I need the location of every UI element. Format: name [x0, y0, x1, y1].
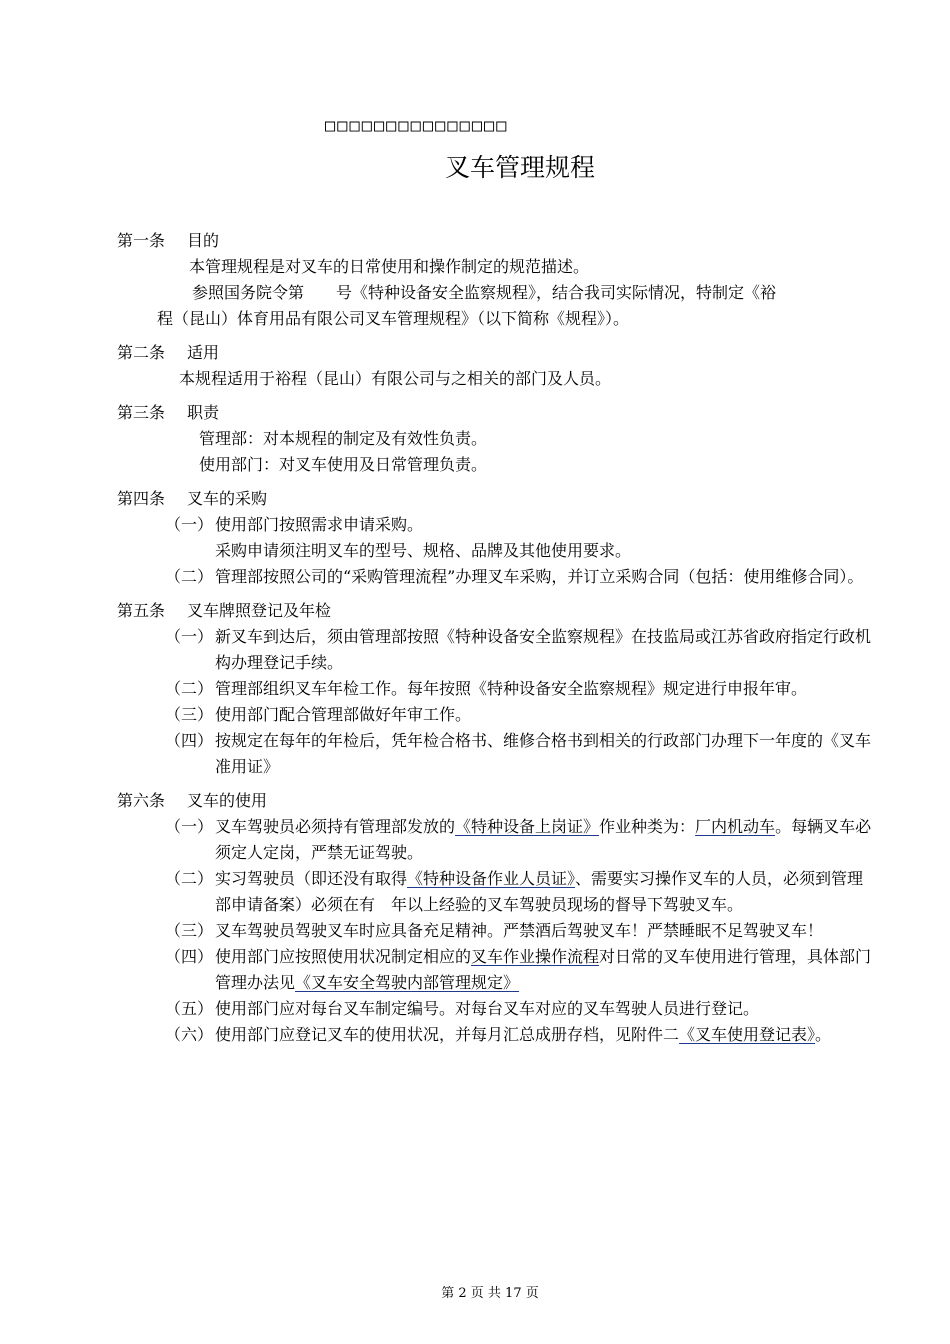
item-label: （二） — [165, 869, 214, 888]
article-1 — [117, 228, 877, 332]
text-run: 。 — [815, 1025, 832, 1044]
paragraph: 程（昆山）体育用品有限公司叉车管理规程》（以下简称《规程》）。 — [157, 309, 630, 328]
link-vehicle-type[interactable]: 厂内机动车 — [695, 817, 776, 836]
item-label: （五） — [165, 999, 214, 1018]
article-heading — [117, 228, 877, 254]
paragraph: 本管理规程是对叉车的日常使用和操作制定的规范描述。 — [189, 257, 590, 276]
item-text: 新叉车到达后，须由管理部按照《特种设备安全监察规程》在技监局或江苏省政府指定行政机构办理登记手续。 — [215, 627, 872, 672]
list-item — [117, 728, 877, 780]
article-5 — [117, 598, 877, 780]
list-item — [117, 512, 877, 538]
item-label: （三） — [165, 921, 214, 940]
item-text — [215, 866, 877, 918]
list-item — [117, 814, 877, 866]
item-text — [215, 814, 877, 866]
document-title: 叉车管理规程 — [444, 153, 595, 182]
article-title: 叉车的采购 — [187, 489, 268, 508]
list-item — [117, 918, 877, 944]
article-title: 叉车的使用 — [187, 791, 268, 810]
item-text — [215, 944, 877, 996]
item-text: 按规定在每年的年检后，凭年检合格书、维修合格书到相关的行政部门办理下一年度的《叉车准用证》 — [215, 731, 872, 776]
link-usage-register[interactable]: 《叉车使用登记表》 — [679, 1025, 816, 1044]
item-text: 管理部按照公司的“采购管理流程”办理叉车采购，并订立采购合同（包括：使用维修合同）。 — [215, 567, 864, 586]
article-heading — [117, 598, 877, 624]
paragraph: 本规程适用于裕程（昆山）有限公司与之相关的部门及人员。 — [179, 369, 612, 388]
text-run: 、需要实习操作叉车的人员，必须到管理部申请备案）必须在有 年以上经验的叉车驾驶员现场的督导下驾驶叉车。 — [215, 869, 864, 914]
article-heading — [117, 788, 877, 814]
item-label: （三） — [165, 705, 214, 724]
article-heading — [117, 486, 877, 512]
text-run: 使用部门应登记叉车的使用状况，并每月汇总成册存档，见附件二 — [215, 1025, 680, 1044]
list-item — [117, 564, 877, 590]
list-item — [117, 702, 877, 728]
article-4 — [117, 486, 877, 590]
link-operation-process[interactable]: 叉车作业操作流程 — [471, 947, 600, 966]
text-run: 作业种类为： — [599, 817, 696, 836]
article-2 — [117, 340, 877, 392]
document-body — [117, 228, 877, 1056]
article-3 — [117, 400, 877, 478]
item-label: （四） — [165, 731, 214, 750]
link-operator-certificate[interactable]: 《特种设备作业人员证》 — [407, 869, 576, 888]
article-number: 第六条 — [117, 791, 166, 810]
paragraph: 使用部门：对叉车使用及日常管理负责。 — [199, 455, 488, 474]
item-text: 使用部门应对每台叉车制定编号。对每台叉车对应的叉车驾驶人员进行登记。 — [215, 999, 760, 1018]
paragraph: 管理部：对本规程的制定及有效性负责。 — [199, 429, 488, 448]
article-title: 职责 — [187, 403, 220, 422]
list-item — [117, 944, 877, 996]
item-label: （一） — [165, 627, 214, 646]
article-number: 第五条 — [117, 601, 166, 620]
article-6 — [117, 788, 877, 1048]
item-text — [215, 1022, 877, 1048]
item-label: （一） — [165, 515, 214, 534]
link-certificate[interactable]: 《特种设备上岗证》 — [455, 817, 600, 836]
item-text: 管理部组织叉车年检工作。每年按照《特种设备安全监察规程》规定进行申报年审。 — [215, 679, 808, 698]
article-title: 目的 — [187, 231, 220, 250]
text-run: 使用部门应按照使用状况制定相应的 — [215, 947, 472, 966]
article-heading — [117, 400, 877, 426]
item-label: （二） — [165, 679, 214, 698]
item-text: 叉车驾驶员驾驶叉车时应具备充足精神。严禁酒后驾驶叉车！严禁睡眠不足驾驶叉车！ — [215, 921, 824, 940]
text-run: 。每辆叉车必须定人定岗，严禁无证驾驶。 — [215, 817, 872, 862]
paragraph: 采购申请须注明叉车的型号、规格、品牌及其他使用要求。 — [215, 541, 632, 560]
text-run: 对日常的叉车使用进行管理，具体部门管理办法见 — [215, 947, 872, 992]
item-label: （一） — [165, 817, 214, 836]
article-heading — [117, 340, 877, 366]
text-run: 叉车驾驶员必须持有管理部发放的 — [215, 817, 456, 836]
article-number: 第二条 — [117, 343, 166, 362]
article-number: 第一条 — [117, 231, 166, 250]
list-item — [117, 624, 877, 676]
item-label: （二） — [165, 567, 214, 586]
article-title: 适用 — [187, 343, 220, 362]
article-title: 叉车牌照登记及年检 — [187, 601, 332, 620]
item-text: 使用部门配合管理部做好年审工作。 — [215, 705, 472, 724]
page-footer: 第 2 页 共 17 页 — [441, 1286, 539, 1301]
list-item — [117, 676, 877, 702]
article-number: 第四条 — [117, 489, 166, 508]
list-item — [117, 996, 877, 1022]
list-item — [117, 1022, 877, 1048]
item-label: （六） — [165, 1025, 214, 1044]
item-label: （四） — [165, 947, 214, 966]
paragraph: 参照国务院令第 号《特种设备安全监察规程》，结合我司实际情况，特制定《裕 — [192, 283, 777, 302]
link-safety-regulation[interactable]: 《叉车安全驾驶内部管理规定》 — [295, 973, 520, 992]
list-item — [117, 866, 877, 918]
header-placeholder-text: □□□□□□□□□□□□□□□ — [325, 116, 509, 136]
article-number: 第三条 — [117, 403, 166, 422]
text-run: 实习驾驶员（即还没有取得 — [215, 869, 408, 888]
item-text: 使用部门按照需求申请采购。 — [215, 515, 424, 534]
